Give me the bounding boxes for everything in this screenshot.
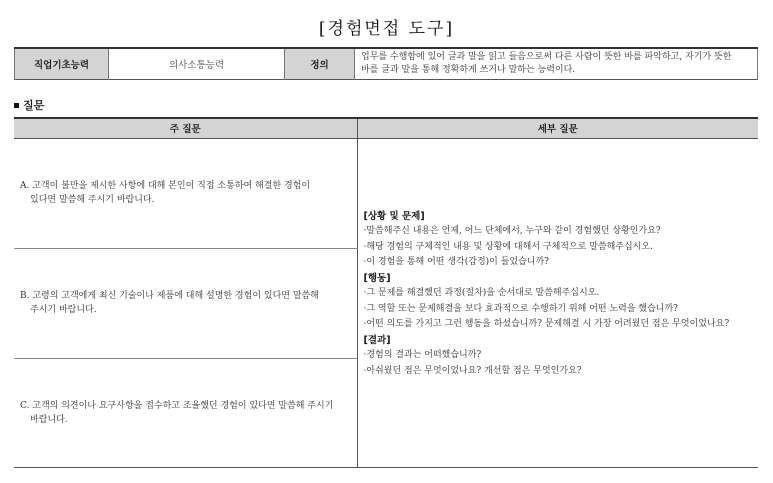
result-item: ·경험의 결과는 어떠했습니까? — [363, 350, 482, 360]
main-question-b — [14, 248, 357, 358]
situation-heading: [상황 및 문제] — [363, 210, 425, 222]
section-label: 질문 — [23, 99, 45, 112]
competency-label: 직업기초능력 — [15, 48, 109, 80]
definition-text — [355, 48, 758, 80]
section-heading — [14, 97, 44, 113]
main-question-a-line-2: 있다면 말씀해 주시기 바랍니다. — [30, 195, 155, 205]
action-item: ·어떤 의도를 가지고 그런 행동을 하셨습니까? 문제해결 시 가장 어려웠던 점은 무엇이었나요? — [363, 319, 730, 329]
main-question-b-line-2: 주시기 바랍니다. — [30, 305, 97, 315]
page-title: [경험면접 도구] — [318, 19, 455, 39]
main-question-b-line-1: B. 고령의 고객에게 최신 기술이나 제품에 대해 설명한 경험이 있다면 말씀해 — [20, 291, 319, 301]
main-question-c-line-1: C. 고객의 의견이나 요구사항을 접수하고 조율했던 경험이 있다면 말씀해 주시기 — [20, 400, 334, 411]
definition-line-1: 업무를 수행함에 있어 글과 말을 읽고 들음으로써 다른 사람이 뜻한 바를 파악하고, 자기가 뜻한 — [361, 52, 732, 62]
definition-label: 정의 — [285, 48, 355, 80]
action-heading: [행동] — [363, 272, 391, 284]
competency-value: 의사소통능력 — [109, 48, 285, 80]
main-question-a — [14, 138, 357, 248]
situation-item: ·말씀해주신 내용은 언제, 어느 단체에서, 누구와 같이 경험했던 상황인가요? — [363, 226, 661, 236]
question-table — [14, 117, 758, 468]
result-item: ·아쉬웠던 점은 무엇이었나요? 개선할 점은 무엇인가요? — [363, 365, 582, 376]
action-item: ·그 문제를 해결했던 과정(절차)을 순서대로 말씀해주십시오. — [363, 288, 600, 298]
main-question-c-line-2: 바랍니다. — [30, 414, 68, 425]
definition-line-2: 바를 글과 말을 통해 정확하게 쓰거나 말하는 능력이다. — [361, 65, 576, 75]
competency-info-table — [14, 47, 758, 80]
header-main-question: 주 질문 — [14, 118, 357, 138]
detail-questions — [357, 138, 758, 468]
square-bullet-icon — [14, 103, 19, 108]
action-item: ·그 역할 또는 문제해결을 보다 효과적으로 수행하기 위해 어떤 노력을 했습니까? — [363, 303, 679, 314]
situation-item: ·해당 경험의 구체적인 내용 및 상황에 대해서 구체적으로 말씀해주십시오. — [363, 241, 653, 252]
situation-item: ·이 경험을 통해 어떤 생각(감정)이 들었습니까? — [363, 257, 550, 267]
main-question-c — [14, 358, 357, 468]
result-heading: [결과] — [363, 334, 391, 346]
main-question-a-line-1: A. 고객이 불만을 제시한 사항에 대해 본인이 직접 소통하여 해결한 경험이 — [20, 181, 311, 191]
header-detail-question: 세부 질문 — [357, 118, 758, 138]
